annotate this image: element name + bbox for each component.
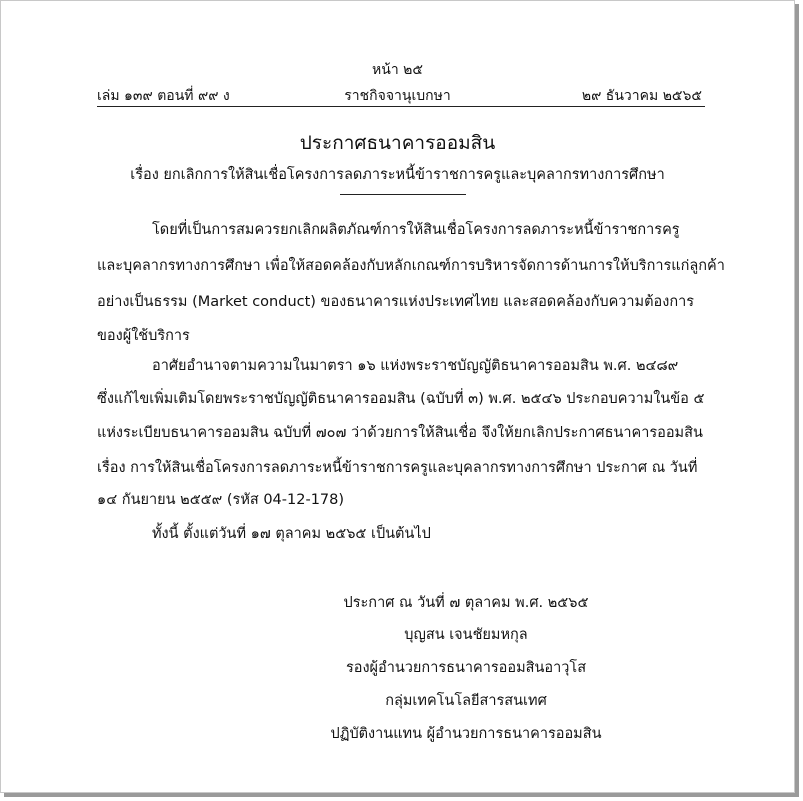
announcement-date: ประกาศ ณ วันที่ ๗ ตุลาคม พ.ศ. ๒๕๖๕ (343, 595, 589, 611)
paragraph-2-line: แห่งระเบียบธนาคารออมสิน ฉบับที่ ๗๐๗ ว่าด้วยการให้สินเชื่อ จึงให้ยกเลิกประกาศธนาคารออมสิน (97, 425, 703, 441)
effective-date-line: ทั้งนี้ ตั้งแต่วันที่ ๑๗ ตุลาคม ๒๕๖๕ เป็นต้นไป (152, 526, 431, 542)
paragraph-2-line: อาศัยอำนาจตามความในมาตรา ๑๖ แห่งพระราชบัญญัติธนาคารออมสิน พ.ศ. ๒๔๘๙ (152, 358, 679, 374)
gazette-date: ๒๙ ธันวาคม ๒๕๖๕ (581, 88, 702, 104)
signatory-name: บุญสน เจนชัยมหกุล (404, 627, 528, 643)
gazette-name: ราชกิจจานุเบกษา (344, 88, 451, 104)
page-number: หน้า ๒๕ (372, 62, 423, 78)
header-rule (97, 106, 705, 107)
paragraph-1-line: อย่างเป็นธรรม (Market conduct) ของธนาคารแห่งประเทศไทย และสอดคล้องกับความต้องการ (97, 294, 695, 310)
paragraph-2-line: ซึ่งแก้ไขเพิ่มเติมโดยพระราชบัญญัติธนาคารออมสิน (ฉบับที่ ๓) พ.ศ. ๒๕๔๖ ประกอบความในข้อ ๕ (97, 391, 705, 407)
volume-issue: เล่ม ๑๓๙ ตอนที่ ๙๙ ง (97, 88, 230, 104)
signatory-acting-for: ปฏิบัติงานแทน ผู้อำนวยการธนาคารออมสิน (330, 726, 602, 742)
paragraph-2-line: ๑๔ กันยายน ๒๕๕๙ (รหัส 04-12-178) (97, 492, 345, 508)
paragraph-2-line: เรื่อง การให้สินเชื่อโครงการลดภาระหนี้ข้าราชการครูและบุคลากรทางการศึกษา ประกาศ ณ วันที่ (97, 460, 698, 476)
paragraph-1-line: โดยที่เป็นการสมควรยกเลิกผลิตภัณฑ์การให้สินเชื่อโครงการลดภาระหนี้ข้าราชการครู (152, 222, 680, 238)
title-divider (340, 194, 466, 195)
paragraph-1-line: และบุคลากรทางการศึกษา เพื่อให้สอดคล้องกับหลักเกณฑ์การบริหารจัดการด้านการให้บริการแก่ลูกค้า (97, 258, 725, 274)
signatory-position: รองผู้อำนวยการธนาคารออมสินอาวุโส (345, 660, 587, 676)
announcement-subject: เรื่อง ยกเลิกการให้สินเชื่อโครงการลดภาระหนี้ข้าราชการครูและบุคลากรทางการศึกษา (130, 167, 665, 183)
announcement-title: ประกาศธนาคารออมสิน (299, 132, 496, 154)
signatory-group: กลุ่มเทคโนโลยีสารสนเทศ (385, 693, 547, 709)
paragraph-1-line: ของผู้ใช้บริการ (97, 328, 190, 344)
